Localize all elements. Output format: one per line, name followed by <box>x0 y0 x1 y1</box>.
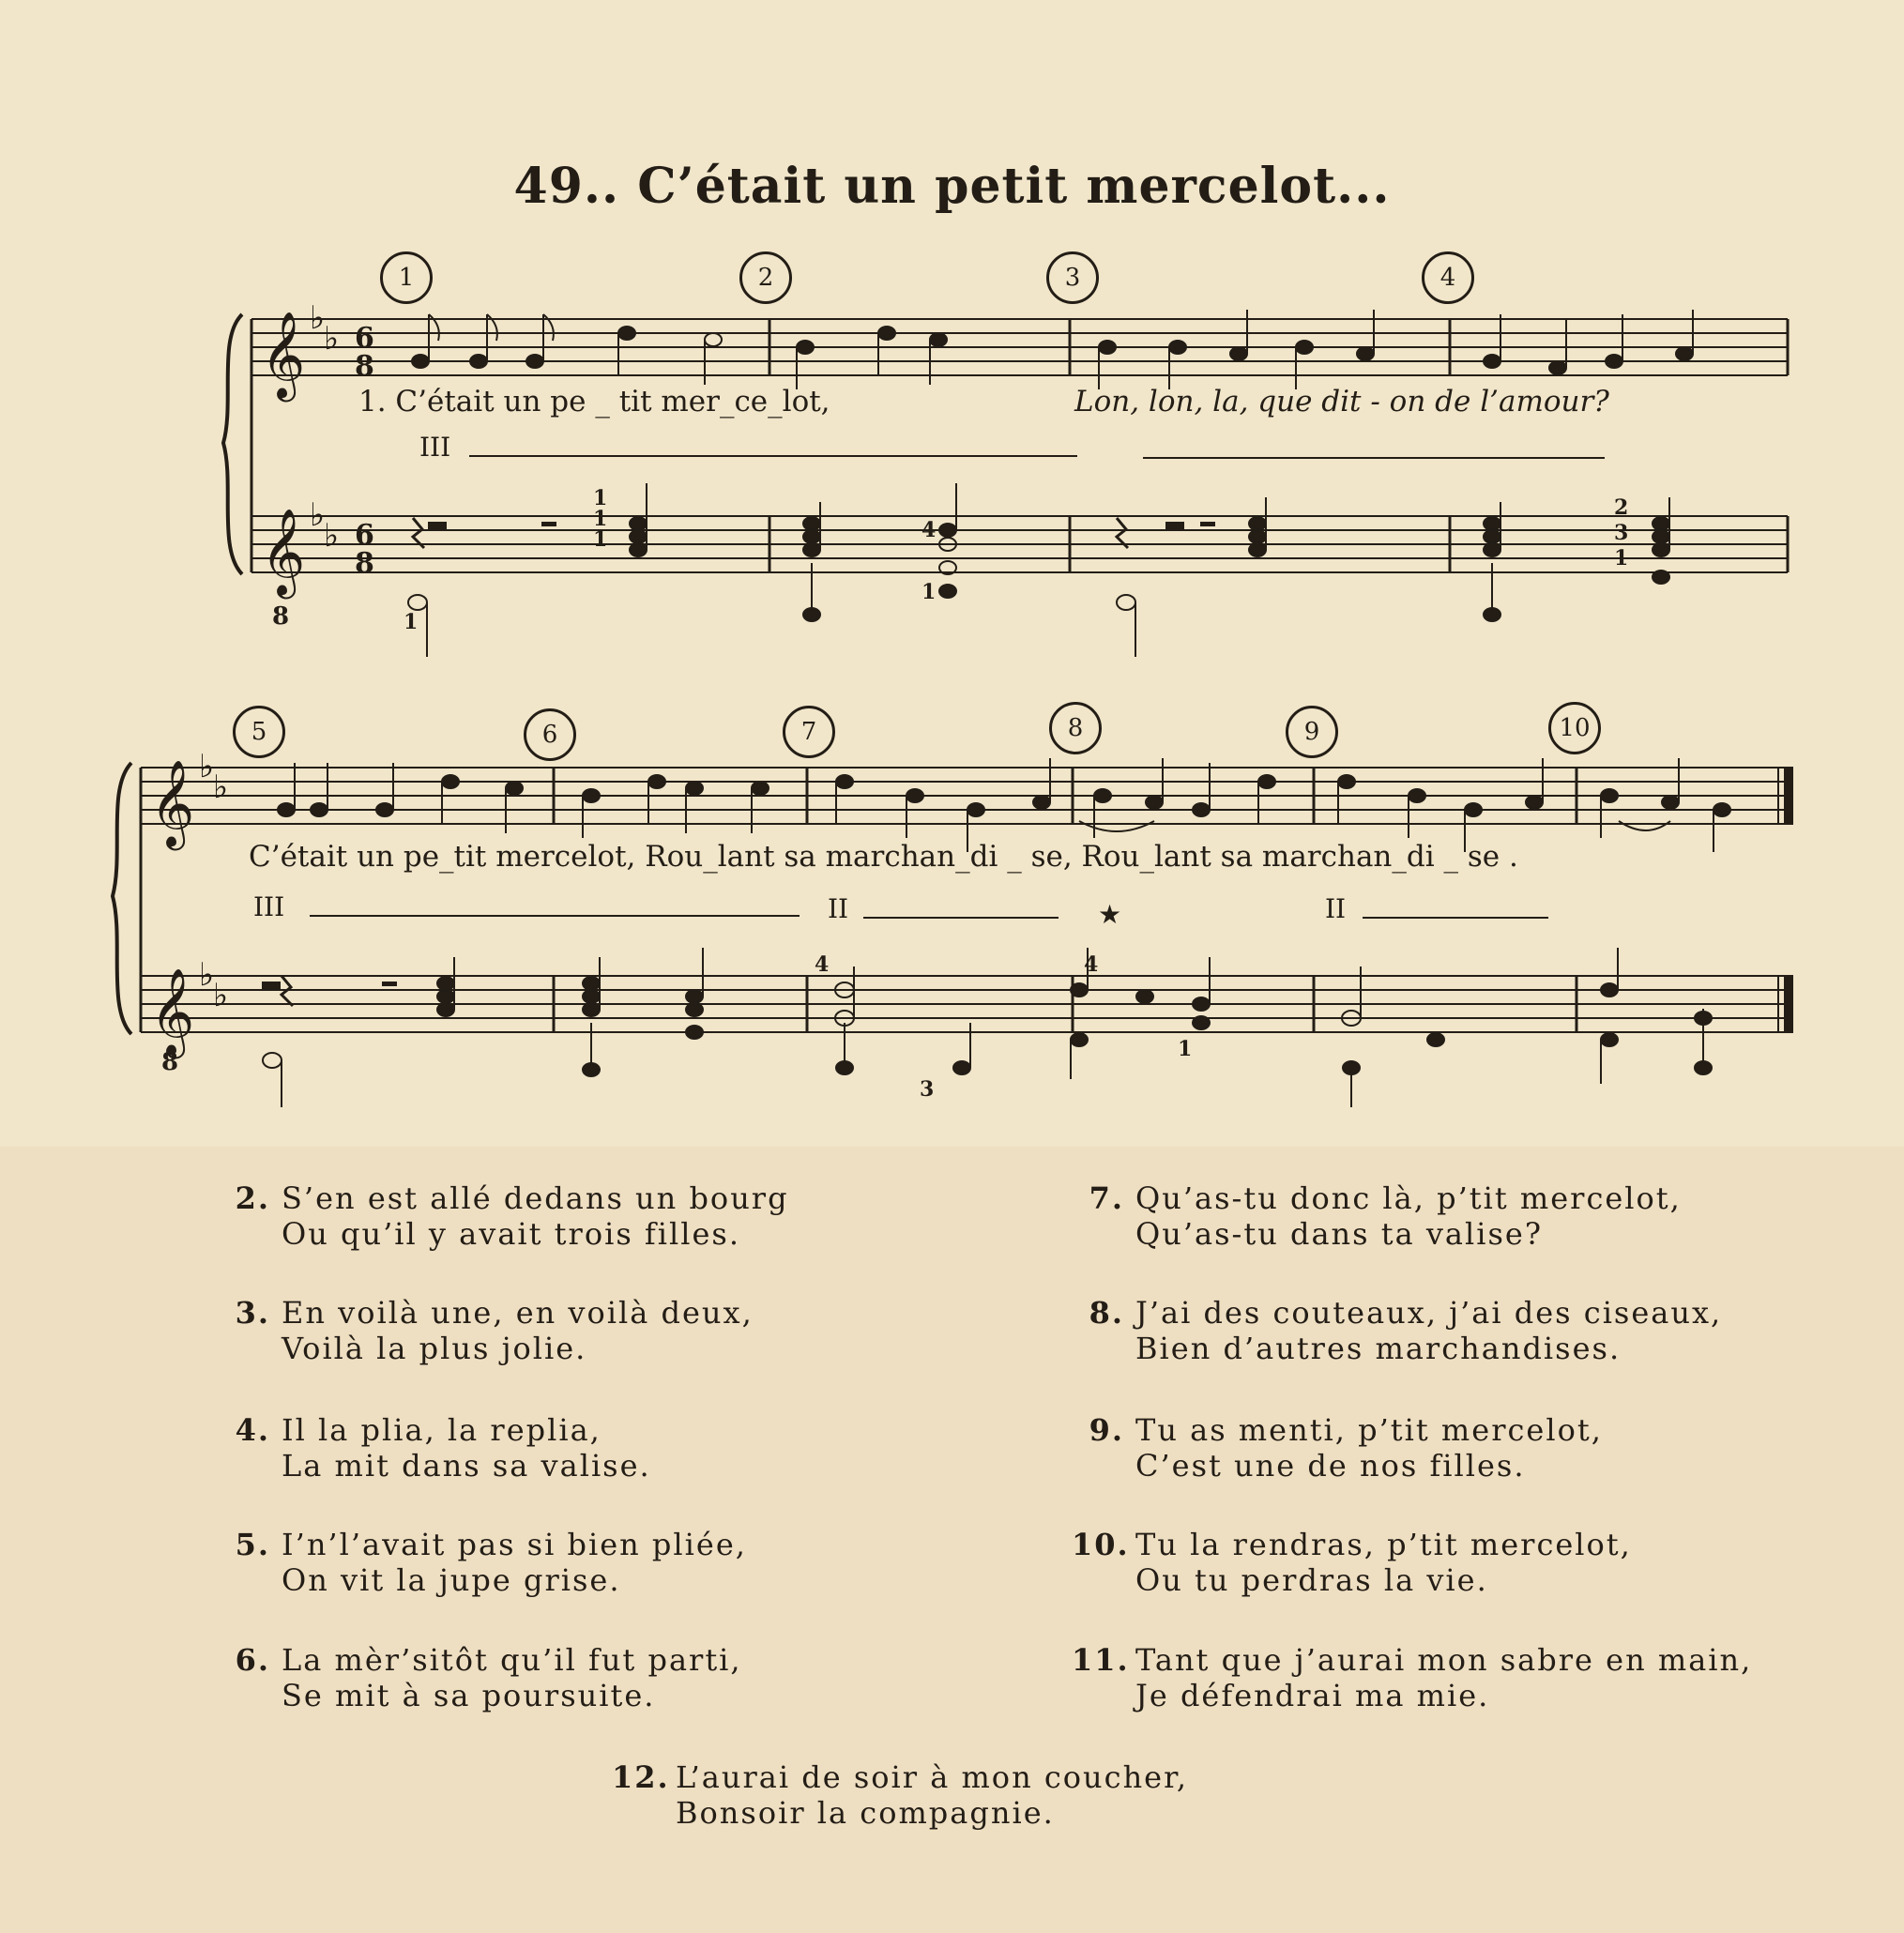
fingering: 4 <box>922 518 937 542</box>
svg-text:♭: ♭ <box>199 748 215 785</box>
treble-clef: 𝄞 <box>150 967 195 1055</box>
lyrics-system-2: C’était un pe_tit mercelot, Rou_lant sa marchan_di _ se, Rou_lant sa marchan_di _ se . <box>249 840 1518 874</box>
verse-final: 12. L’aurai de soir à mon coucher, Bonsoir la compagnie. <box>612 1759 1189 1831</box>
rests <box>282 518 1128 1006</box>
lyrics-system-1-refrain: Lon, lon, la, que dit - on de l’amour? <box>1074 385 1609 419</box>
measure-number: 3 <box>1046 251 1099 304</box>
melody-system-1 <box>412 310 1693 389</box>
accompaniment-system-2 <box>263 948 1712 1107</box>
fingering: 1 <box>922 580 937 604</box>
fingering: 2 <box>1614 495 1629 520</box>
fingering: 4 <box>1084 952 1099 977</box>
position-marker: III <box>419 432 451 463</box>
svg-text:6: 6 <box>355 519 374 552</box>
verse: 9. Tu as menti, p’tit mercelot, C’est une de nos filles. <box>1089 1412 1603 1484</box>
treble-clef: 𝄞 <box>150 759 195 846</box>
measure-number: 6 <box>524 708 576 761</box>
svg-text:♭: ♭ <box>213 769 229 806</box>
position-marker: II <box>828 893 849 924</box>
fingering: 1 <box>1614 546 1629 571</box>
verse: 5. I’n’l’avait pas si bien pliée, On vit la jupe grise. <box>235 1527 747 1598</box>
fingering: 1 <box>1178 1037 1193 1061</box>
position-marker: III <box>253 891 285 922</box>
svg-text:8: 8 <box>355 547 374 580</box>
song-title: 49.. C’était un petit mercelot... <box>513 158 1391 215</box>
position-marker: II <box>1325 893 1347 924</box>
position-line <box>1363 917 1548 919</box>
svg-text:♭: ♭ <box>310 496 326 534</box>
fingering: 1 <box>593 486 608 510</box>
position-line <box>1143 457 1605 459</box>
measure-number: 9 <box>1286 706 1338 758</box>
fingering: 3 <box>1614 521 1629 545</box>
fingering: 1 <box>593 527 608 552</box>
svg-text:8: 8 <box>355 350 374 383</box>
treble-clef: 𝄞 <box>261 311 306 398</box>
measure-number: 10 <box>1548 702 1601 754</box>
svg-text:♭: ♭ <box>324 320 340 358</box>
measure-number: 4 <box>1422 251 1474 304</box>
measure-number: 7 <box>783 706 835 758</box>
lyrics-system-1: 1. C’était un pe _ tit mer_ce_lot, <box>358 385 830 419</box>
octave-mark: 8 <box>161 1048 179 1076</box>
verse: 11. Tant que j’aurai mon sabre en main, Je défendrai ma mie. <box>1072 1642 1753 1713</box>
position-line <box>863 917 1059 919</box>
svg-text:♭: ♭ <box>199 956 215 994</box>
star-marker: ★ <box>1098 899 1122 930</box>
verse: 4. Il la plia, la replia, La mit dans sa valise. <box>235 1412 651 1484</box>
octave-mark: 8 <box>272 602 290 631</box>
verse: 3. En voilà une, en voilà deux, Voilà la plus jolie. <box>235 1295 754 1366</box>
measure-number: 5 <box>233 706 285 758</box>
measure-number: 8 <box>1049 702 1102 754</box>
position-line <box>469 455 1077 457</box>
svg-text:♭: ♭ <box>213 977 229 1014</box>
fingering: 4 <box>815 952 830 977</box>
position-line <box>310 915 800 917</box>
verse: 2. S’en est allé dedans un bourg Ou qu’il y avait trois filles. <box>235 1180 789 1252</box>
fingering: 1 <box>404 610 419 634</box>
treble-clef: 𝄞 <box>261 508 306 595</box>
verse: 7. Qu’as-tu donc là, p’tit mercelot, Qu’as-tu dans ta valise? <box>1089 1180 1682 1252</box>
verse: 6. La mèr’sitôt qu’il fut parti, Se mit à sa poursuite. <box>235 1642 742 1713</box>
measure-number: 2 <box>739 251 792 304</box>
fingering: 3 <box>920 1077 935 1102</box>
verse: 10. Tu la rendras, p’tit mercelot, Ou tu perdras la vie. <box>1072 1527 1632 1598</box>
verse: 8. J’ai des couteaux, j’ai des ciseaux, Bien d’autres marchandises. <box>1089 1295 1723 1366</box>
svg-text:♭: ♭ <box>324 517 340 555</box>
svg-text:6: 6 <box>355 322 374 355</box>
svg-text:♭: ♭ <box>310 299 326 337</box>
fingering: 1 <box>593 507 608 531</box>
melody-system-2 <box>278 758 1730 852</box>
measure-number: 1 <box>380 251 433 304</box>
staff-1-lower <box>251 516 1788 572</box>
